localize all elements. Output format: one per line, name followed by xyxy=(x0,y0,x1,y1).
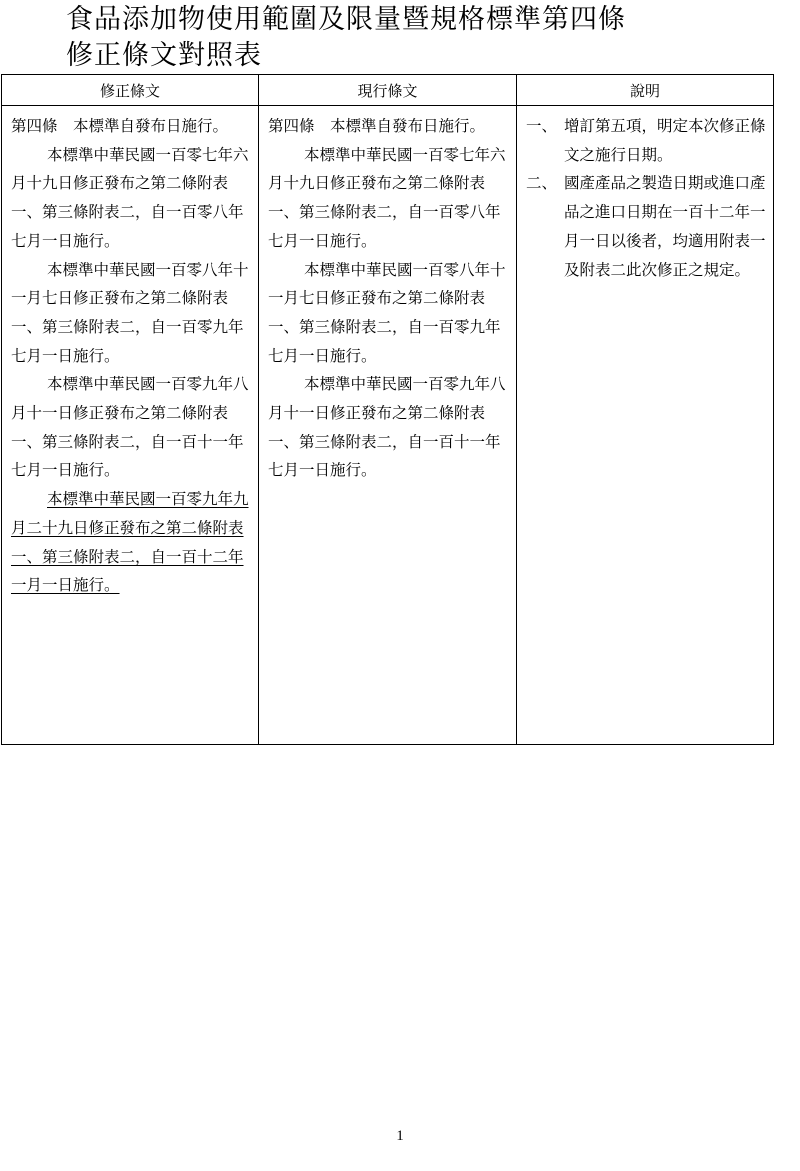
page-number: 1 xyxy=(396,1128,404,1144)
table-row xyxy=(2,106,774,745)
note-item xyxy=(526,112,767,169)
amended-paragraph: 本標準中華民國一百零八年十一月七日修正發布之第二條附表一、第三條附表二，自一百零九年七月一日施行。 xyxy=(11,260,249,365)
note-number: 二、 xyxy=(526,174,558,193)
header-current-articles: 現行條文 xyxy=(259,75,517,106)
current-paragraph: 本標準中華民國一百零七年六月十九日修正發布之第二條附表一、第三條附表二，自一百零八年七月一日施行。 xyxy=(268,145,506,250)
amended-articles-cell xyxy=(2,106,259,745)
amended-article-head: 第四條 本標準自發布日施行。 xyxy=(11,117,229,135)
header-notes: 說明 xyxy=(517,75,774,106)
title-line-2: 修正條文對照表 xyxy=(66,40,262,71)
document-title xyxy=(66,2,766,74)
amended-paragraph: 本標準中華民國一百零七年六月十九日修正發布之第二條附表一、第三條附表二，自一百零八年七月一日施行。 xyxy=(11,145,249,250)
note-item xyxy=(526,169,767,284)
comparison-table xyxy=(1,74,774,745)
notes-cell xyxy=(517,106,774,745)
amended-paragraph: 本標準中華民國一百零九年八月十一日修正發布之第二條附表一、第三條附表二，自一百十一年七月一日施行。 xyxy=(11,375,249,480)
table-header-row xyxy=(2,75,774,106)
current-article-head: 第四條 本標準自發布日施行。 xyxy=(268,117,486,135)
title-line-1: 食品添加物使用範圍及限量暨規格標準第四條 xyxy=(66,4,626,35)
amended-new-paragraph: 本標準中華民國一百零九年九月二十九日修正發布之第二條附表一、第三條附表二，自一百十二年一月一日施行。 xyxy=(11,490,249,595)
current-paragraph: 本標準中華民國一百零八年十一月七日修正發布之第二條附表一、第三條附表二，自一百零九年七月一日施行。 xyxy=(268,260,506,365)
note-text: 增訂第五項，明定本次修正條文之施行日期。 xyxy=(564,117,766,164)
note-text: 國產產品之製造日期或進口產品之進口日期在一百十二年一月一日以後者，均適用附表一及附表二此次修正之規定。 xyxy=(564,174,766,279)
note-number: 一、 xyxy=(526,117,558,135)
current-articles-cell xyxy=(259,106,517,745)
header-amended-articles: 修正條文 xyxy=(2,75,259,106)
current-paragraph: 本標準中華民國一百零九年八月十一日修正發布之第二條附表一、第三條附表二，自一百十一年七月一日施行。 xyxy=(268,375,506,480)
